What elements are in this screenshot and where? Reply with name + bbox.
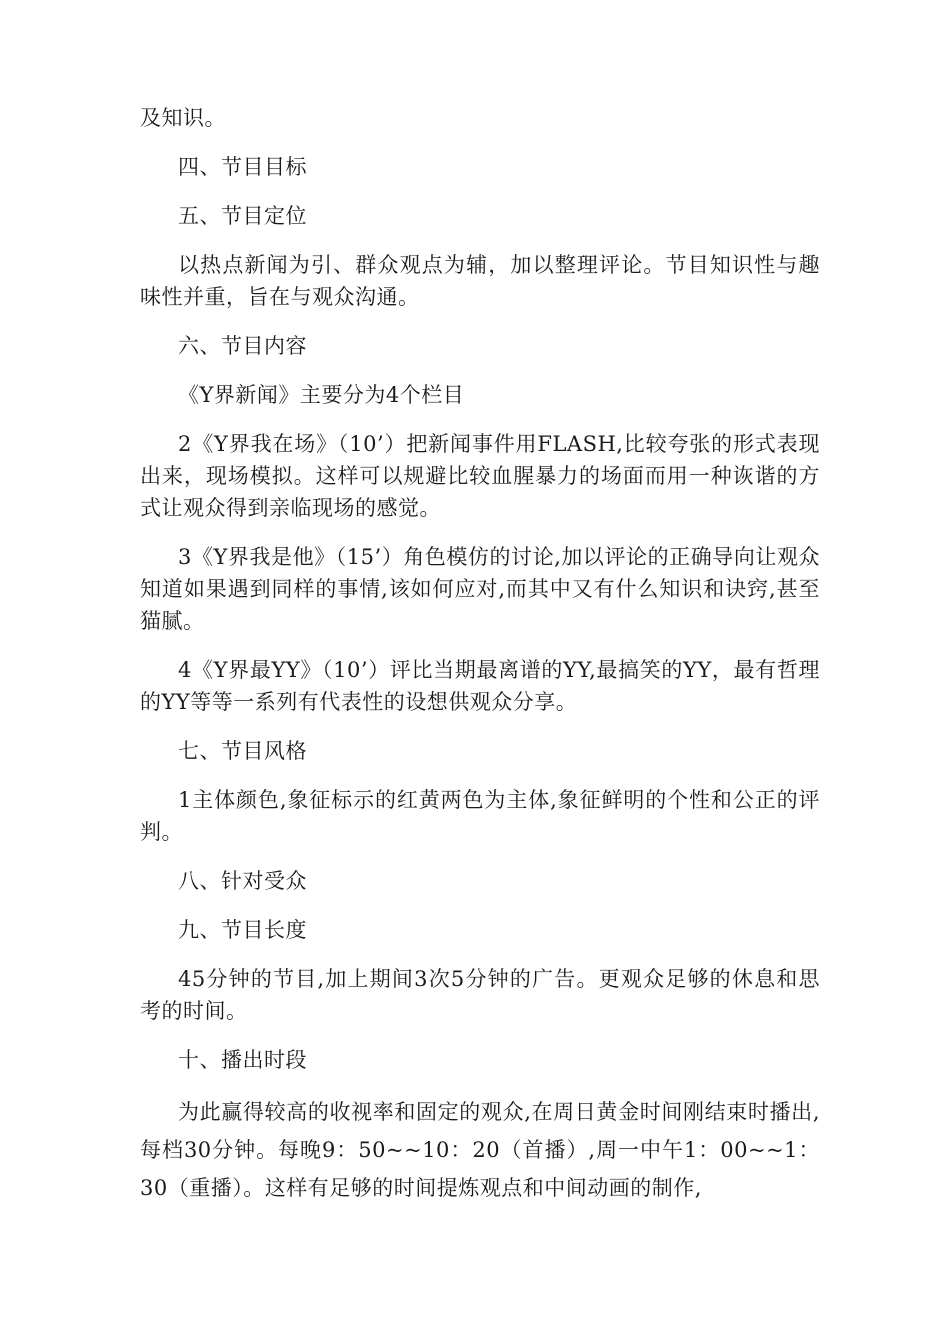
paragraph-column-4: 4《Y界最YY》（10’）评比当期最离谱的YY,最搞笑的YY，最有哲理的YY等等一系列有代表性的设想供观众分享。	[140, 658, 820, 714]
paragraph-continuation: 及知识。	[140, 106, 226, 130]
section-heading-positioning: 五、节目定位	[178, 204, 307, 228]
paragraph-column-3: 3《Y界我是他》（15’）角色模仿的讨论,加以评论的正确导向让观众知道如果遇到同样的事情,该如何应对,而其中又有什么知识和诀窍,甚至猫腻。	[140, 545, 820, 633]
paragraph-style: 1主体颜色,象征标示的红黄两色为主体,象征鲜明的个性和公正的评判。	[140, 788, 820, 844]
paragraph-columns-intro: 《Y界新闻》主要分为4个栏目	[178, 383, 465, 407]
section-heading-schedule: 十、播出时段	[178, 1048, 307, 1072]
paragraph-positioning: 以热点新闻为引、群众观点为辅，加以整理评论。节目知识性与趣味性并重，旨在与观众沟通。	[140, 253, 820, 309]
section-heading-content: 六、节目内容	[178, 334, 307, 358]
paragraph-length: 45分钟的节目,加上期间3次5分钟的广告。更观众足够的休息和思考的时间。	[140, 967, 820, 1023]
section-heading-style: 七、节目风格	[178, 739, 307, 763]
section-heading-audience: 八、针对受众	[178, 869, 307, 893]
section-heading-length: 九、节目长度	[178, 918, 307, 942]
section-heading-goal: 四、节目目标	[178, 155, 307, 179]
document-body	[140, 102, 820, 1207]
paragraph-schedule: 为此赢得较高的收视率和固定的观众,在周日黄金时间刚结束时播出,每档30分钟。每晚9：50~~10：20（首播）,周一中午1：00~~1：30（重播）。这样有足够的时间提炼观点和中间动画的制作,	[140, 1100, 820, 1200]
paragraph-column-2: 2《Y界我在场》（10’）把新闻事件用FLASH,比较夸张的形式表现出来，现场模拟。这样可以规避比较血腥暴力的场面而用一种诙谐的方式让观众得到亲临现场的感觉。	[140, 432, 820, 520]
